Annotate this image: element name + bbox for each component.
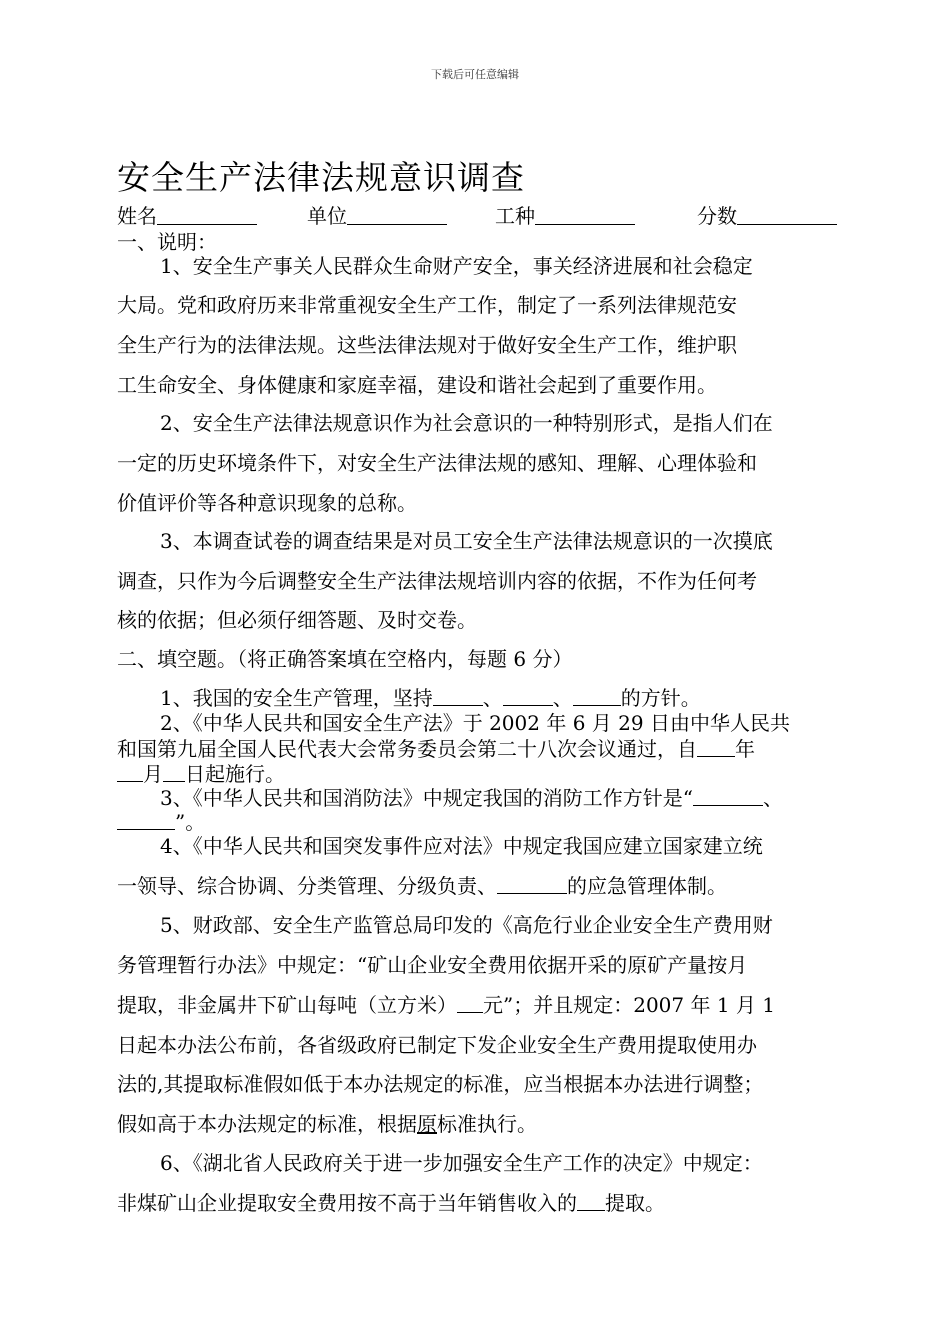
- paragraph-line: 核的依据；但必须仔细答题、及时交卷。: [117, 608, 477, 632]
- answer-blank[interactable]: [117, 763, 143, 782]
- paragraph-line: 3、本调查试卷的调查结果是对员工安全生产法律法规意识的一次摸底: [160, 529, 773, 553]
- answer-blank[interactable]: [433, 687, 483, 706]
- paragraph-line: 工生命安全、身体健康和家庭幸福，建设和谐社会起到了重要作用。: [117, 373, 717, 397]
- section-heading-1: 一、说明：: [117, 230, 217, 254]
- page-title: 安全生产法律法规意识调查: [117, 158, 525, 197]
- paragraph-line: 全生产行为的法律法规。这些法律法规对于做好安全生产工作，维护职: [117, 333, 737, 357]
- section-heading-2: 二、填空题。（将正确答案填在空格内，每题 6 分）: [117, 647, 573, 671]
- question-5-line: 5、财政部、安全生产监管总局印发的《高危行业企业安全生产费用财: [160, 913, 773, 937]
- name-blank[interactable]: [157, 206, 257, 225]
- question-3-line: ”。: [117, 806, 205, 835]
- unit-field[interactable]: 单位: [307, 200, 447, 229]
- answer-blank[interactable]: [503, 687, 553, 706]
- question-5-line: 假如高于本办法规定的标准，根据原标准执行。: [117, 1112, 537, 1136]
- answer-blank[interactable]: [457, 994, 483, 1013]
- question-6-line: 6、《湖北省人民政府关于进一步加强安全生产工作的决定》中规定：: [160, 1151, 763, 1175]
- answer-blank[interactable]: [117, 811, 175, 830]
- question-5-line: 日起本办法公布前，各省级政府已制定下发企业安全生产费用提取使用办: [117, 1033, 757, 1057]
- question-2-line: 月 日起施行。: [117, 758, 285, 787]
- answer-blank[interactable]: [497, 875, 567, 894]
- question-5-line: 法的,其提取标准假如低于本办法规定的标准，应当根据本办法进行调整；: [117, 1072, 764, 1096]
- paragraph-line: 一定的历史环境条件下，对安全生产法律法规的感知、理解、心理体验和: [117, 451, 757, 475]
- job-blank[interactable]: [535, 206, 635, 225]
- answer-blank[interactable]: [577, 1192, 605, 1211]
- question-4-line: 一领导、综合协调、分类管理、分级负责、 的应急管理体制。: [117, 874, 727, 898]
- answer-blank[interactable]: [163, 763, 185, 782]
- paragraph-line: 2、安全生产法律法规意识作为社会意识的一种特别形式，是指人们在: [160, 411, 773, 435]
- paragraph-line: 1、安全生产事关人民群众生命财产安全，事关经济进展和社会稳定: [160, 254, 753, 278]
- answer-blank[interactable]: [573, 687, 621, 706]
- paragraph-line: 大局。党和政府历来非常重视安全生产工作，制定了一系列法律规范安: [117, 293, 737, 317]
- name-field[interactable]: 姓名: [117, 200, 257, 229]
- question-5-line: 提取，非金属井下矿山每吨（立方米） 元”；并且规定：2007 年 1 月 1: [117, 993, 776, 1017]
- answer-blank[interactable]: [697, 738, 735, 757]
- unit-blank[interactable]: [347, 206, 447, 225]
- job-field[interactable]: 工种: [495, 200, 635, 229]
- info-fields: [117, 200, 847, 226]
- header-note: 下载后可任意编辑: [431, 68, 519, 81]
- question-3-line: 3、《中华人民共和国消防法》中规定我国的消防工作方针是“ 、: [160, 786, 783, 810]
- score-field[interactable]: 分数: [697, 200, 837, 229]
- question-4-line: 4、《中华人民共和国突发事件应对法》中规定我国应建立国家建立统: [160, 834, 763, 858]
- question-2-line: 和国第九届全国人民代表大会常务委员会第二十八次会议通过，自 年: [117, 737, 755, 761]
- answer-blank[interactable]: [693, 787, 763, 806]
- question-2-line: 2、《中华人民共和国安全生产法》于 2002 年 6 月 29 日由中华人民共: [160, 711, 790, 735]
- paragraph-line: 价值评价等各种意识现象的总称。: [117, 491, 417, 515]
- score-blank[interactable]: [737, 206, 837, 225]
- question-5-line: 务管理暂行办法》中规定：“矿山企业安全费用依据开采的原矿产量按月: [117, 953, 748, 977]
- question-1: 1、我国的安全生产管理，坚持 、 、 的方针。: [160, 686, 701, 710]
- paragraph-line: 调查，只作为今后调整安全生产法律法规培训内容的依据，不作为任何考: [117, 569, 757, 593]
- question-6-line: 非煤矿山企业提取安全费用按不高于当年销售收入的 提取。: [117, 1191, 665, 1215]
